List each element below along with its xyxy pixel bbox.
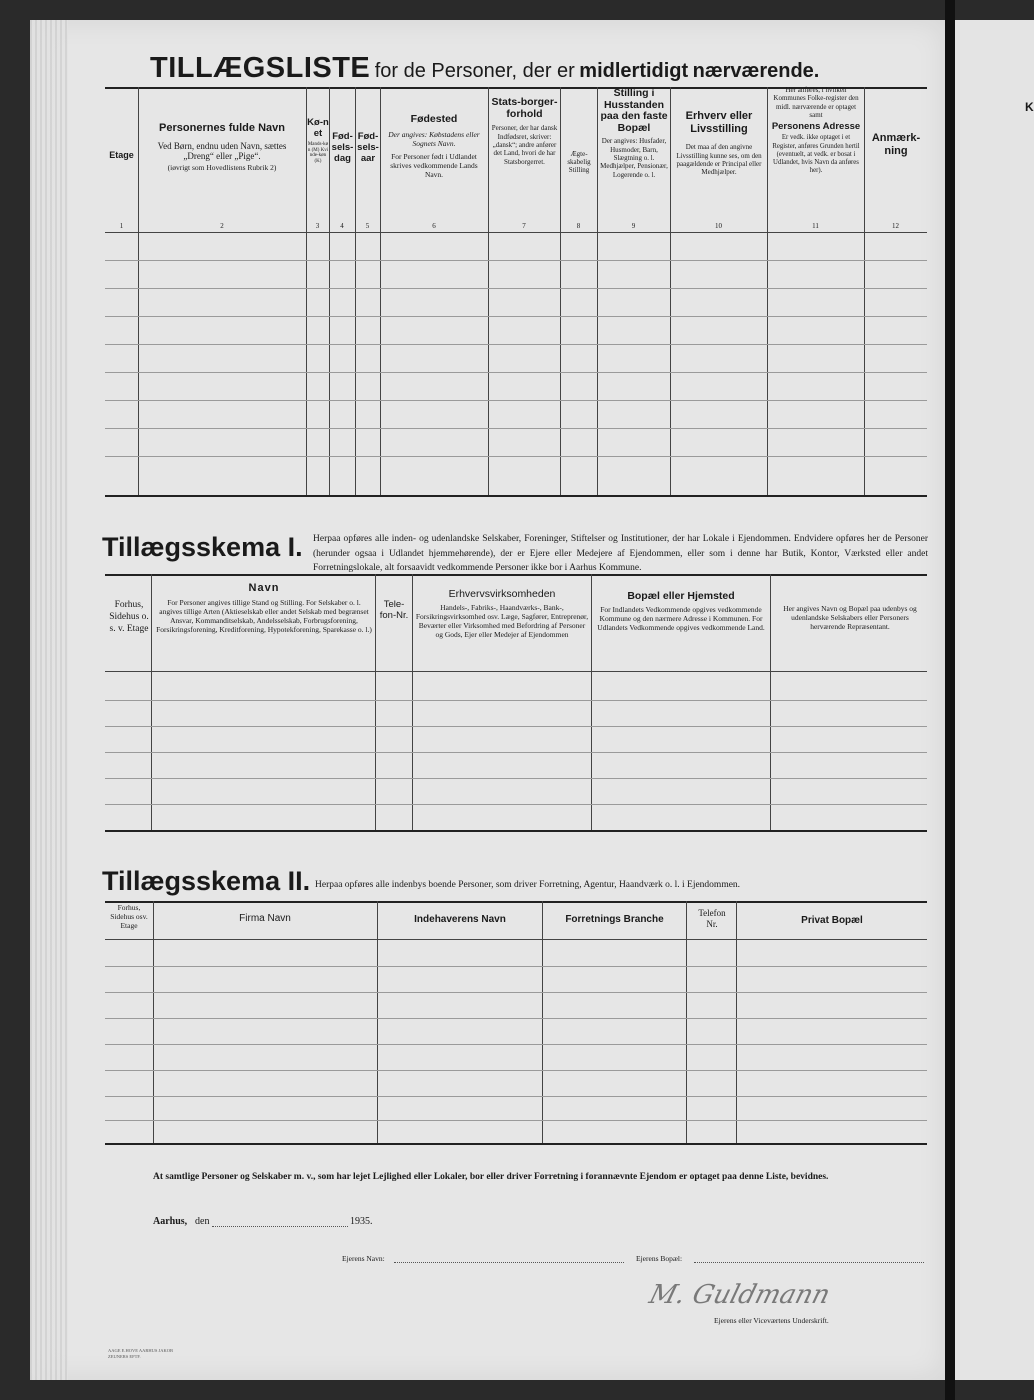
col-number: 7 [522, 222, 526, 230]
col-number: 10 [715, 222, 722, 230]
skema2-header-border [105, 939, 927, 940]
skema1-col-erhverv: Erhvervsvirksomheden [448, 588, 556, 600]
col-erhverv-label: Erhverv eller Livsstilling [685, 110, 753, 135]
col-fodested-label: Fødested [410, 113, 458, 125]
col-navn-note: Ved Børn, endnu uden Navn, sættes „Dreng“ eller „Pige“. [157, 140, 287, 161]
main-title-pre: for de Personer, der er [374, 60, 575, 82]
col-number: 1 [119, 222, 124, 230]
col-aegteskab-label: Ægte-skabelig Stilling [567, 150, 591, 175]
main-table-bottom-border [105, 495, 927, 497]
skema2-col-firma: Firma Navn [239, 913, 291, 924]
skema1-col-bopael: Bopæl eller Hjemsted [627, 590, 735, 602]
footer-declaration: At samtlige Personer og Selskaber m. v., som har lejet Lejlighed eller Lokaler, bor eller driver Forretning i forannævnte Ejendom er optaget paa denne Liste, bevidnes. [153, 1172, 829, 1182]
skema2-row-rule [105, 1070, 927, 1071]
skema1-bottom-border [105, 830, 927, 832]
skema1-row-rule [105, 752, 927, 753]
binding-fold [945, 0, 955, 1400]
main-col-divider [670, 87, 671, 495]
skema1-header-border [105, 671, 927, 672]
col-number: 3 [315, 222, 320, 230]
skema1-row-rule [105, 726, 927, 727]
col-number: 4 [340, 222, 344, 230]
skema2-title: Tillægsskema II. [102, 866, 311, 896]
col-fodested-note: Der angives: Købstadens eller Sognets Navn. [388, 130, 480, 149]
main-col-divider [488, 87, 489, 495]
col-fodselsdag-label: Fød-sels-dag [331, 131, 354, 164]
skema1-row-rule [105, 700, 927, 701]
skema1-col-navn-header [155, 582, 373, 634]
skema1-col-navn: Navn [248, 582, 280, 594]
col-navn-label: Personernes fulde Navn [159, 122, 285, 134]
col-fodselsaar-label: Fød-sels-aar [357, 131, 379, 164]
col-stilling-label: Stilling i Husstanden paa den faste Bopæl [600, 87, 668, 134]
skema1-row-rule [105, 804, 927, 805]
main-title [150, 52, 819, 85]
col-anmaerkning-label: Anmærk-ning [871, 132, 921, 157]
skema2-row-rule [105, 992, 927, 993]
col-statsborger-header [490, 96, 559, 166]
main-table-header-border [105, 232, 927, 233]
col-etage-label: Etage [109, 150, 134, 160]
skema1-col-erhverv-header [415, 588, 589, 639]
facing-page-letter: K [1025, 100, 1034, 114]
main-row-rule [105, 400, 927, 401]
col-statsborger-label: Stats-borger-forhold [491, 96, 558, 121]
form-page [30, 20, 945, 1380]
col-adresse-label: Personens Adresse [771, 120, 861, 132]
col-number: 11 [812, 222, 819, 230]
skema1-col-divider [412, 574, 413, 830]
footer-den: den [195, 1216, 210, 1227]
col-number: 6 [432, 222, 436, 230]
col-erhverv-note: Det maa af den angivne Livsstilling kunne ses, om den paagældende er Principal eller Medhjælper. [676, 143, 762, 177]
col-navn-header [142, 122, 302, 173]
ejer-navn-label: Ejerens Navn: [342, 1254, 385, 1263]
main-row-rule [105, 316, 927, 317]
skema1-col-divider [591, 574, 592, 830]
col-adresse-note: Er vedk. ikke optaget i et Register, anføres Grunden hertil (eventuelt, at vedk. er bosat i Udlandet, hvis Navn da anføres her). [772, 134, 860, 175]
skema2-col-telefon: Telefon Nr. [698, 908, 726, 930]
skema1-top-border [105, 574, 927, 576]
skema2-col-branche: Forretnings Branche [565, 914, 664, 925]
page-stack-edge [30, 20, 68, 1380]
col-kon-note: Mands-køn (M) Kvinde-køn (K) [307, 141, 329, 165]
skema1-title: Tillægsskema I. [102, 532, 303, 562]
main-col-divider [560, 87, 561, 495]
main-row-rule [105, 260, 927, 261]
skema2-col-indehaver: Indehaverens Navn [414, 914, 506, 925]
main-col-divider [138, 87, 139, 495]
skema2-bottom-border [105, 1143, 927, 1145]
col-number: 5 [365, 222, 370, 230]
skema2-row-rule [105, 1018, 927, 1019]
skema2-col-privat-bopael: Privat Bopæl [801, 915, 863, 926]
skema1-col-erhverv-note: Handels-, Fabriks-, Haandværks-, Bank-, Forsikringsvirksomhed osv. Læge, Sagfører, Entreprenør, Beværter eller Virksomhed med Befordring af Personer og Gods, Ejer eller Medejer af Ejendommen [415, 603, 589, 640]
skema1-col-divider [770, 574, 771, 830]
col-number: 9 [631, 222, 636, 230]
skema2-col-divider [686, 901, 687, 1143]
skema2-intro: Herpaa opføres alle indenbys boende Personer, som driver Forretning, Agentur, Haandværk o. l. i Ejendommen. [315, 880, 741, 890]
footer-place: Aarhus, [153, 1216, 188, 1227]
skema2-col-etage: Forhus, Sidehus osv. Etage [110, 903, 148, 930]
skema1-row-rule [105, 778, 927, 779]
footer-year: 1935. [350, 1216, 373, 1227]
skema1-col-navn-note: For Personer angives tillige Stand og Stilling. For Selskaber o. l. angives tillige Arten (Aktieselskab eller andet Selskab med begrænset Ansvar, Kommanditselskab, Andelsselskab, Forbrugsforening, Forsikringsforening, Kreditforening, Hypotekforening, Sparekasse o. l.) [156, 597, 372, 634]
main-col-divider [380, 87, 381, 495]
printer-imprint: AAGE E.HOVE AARHUS JAKOB ZEUNERS EFTF. [108, 1348, 174, 1359]
main-row-rule [105, 344, 927, 345]
skema2-col-divider [542, 901, 543, 1143]
facing-page [955, 20, 1034, 1380]
main-row-rule [105, 288, 927, 289]
col-erhverv-header [672, 110, 766, 177]
skema2-col-divider [736, 901, 737, 1143]
skema1-col-bopael-header [594, 590, 768, 632]
skema2-row-rule [105, 1096, 927, 1097]
col-kon-header [307, 118, 329, 165]
skema1-col-telefon: Tele-fon-Nr. [379, 599, 409, 621]
underskrift-label: Ejerens eller Viceværtens Underskrift. [714, 1316, 829, 1325]
skema2-row-rule [105, 966, 927, 967]
skema2-row-rule [105, 1044, 927, 1045]
skema1-col-divider [151, 574, 152, 830]
main-col-divider [767, 87, 768, 495]
skema1-col-bopael-note: For Indlandets Vedkommende opgives vedkommende Kommune og den nærmere Adresse i Kommunen. For Udlandets Vedkommende opgives vedkommende Land. [597, 605, 765, 633]
main-row-rule [105, 456, 927, 457]
skema1-col-etage: Forhus, Sidehus o. s. v. Etage [109, 600, 149, 634]
main-row-rule [105, 372, 927, 373]
skema1-intro: Herpaa opføres alle inden- og udenlandske Selskaber, Foreninger, Stiftelser og Institutioner, der har Lokale i Ejendommen. Endvidere opføres her de Personer (herunder ogsaa i Udlandet hjemmehørende), der er Ejere eller Medejere af Ejendommen, eller som i denne har Butik, Kontor, Værksted eller andet Forretningslokale, alt forsaavidt vedkommende Personer ikke bor i Aarhus Kommune. [313, 534, 928, 574]
col-fodested-header [383, 113, 485, 179]
skema2-col-divider [153, 901, 154, 1143]
col-kon-label: Kø-net [307, 117, 329, 139]
col-number: 2 [220, 222, 224, 230]
ejer-bopael-field[interactable] [694, 1262, 924, 1263]
ejer-navn-field[interactable] [394, 1262, 624, 1263]
col-navn-note2: (iøvrigt som Hovedlistens Rubrik 2) [167, 163, 277, 173]
col-number: 12 [892, 222, 899, 230]
main-title-bold: midlertidigt [579, 60, 689, 82]
main-title-big: TILLÆGSLISTE [150, 52, 371, 84]
col-stilling-note: Der angives: Husfader, Husmoder, Barn, Slægtning o. l. Medhjælper, Pensionær, Logerende o. l. [600, 137, 668, 179]
skema2-col-divider [377, 901, 378, 1143]
main-col-divider [864, 87, 865, 495]
skema2-row-rule [105, 1120, 927, 1121]
col-adresse-header [769, 86, 863, 175]
main-col-divider [597, 87, 598, 495]
col-stilling-header [599, 88, 669, 179]
main-title-post: nærværende. [692, 60, 820, 82]
date-field[interactable] [212, 1226, 348, 1227]
skema1-col-repraesentant: Her angives Navn og Bopæl paa udenbys og udenlandske Selskabers eller Personers herværende Repræsentant. [783, 604, 917, 631]
handwritten-signature: M. Guldmann [645, 1280, 834, 1310]
main-row-rule [105, 428, 927, 429]
skema2-top-border [105, 901, 927, 903]
col-fodested-note2: For Personer født i Udlandet skrives vedkommende Lands Navn. [390, 152, 478, 180]
col-adresse-pre: Her anføres, i hvilken Kommunes Folke-register den midl. nærværende er optaget samt [773, 86, 859, 120]
ejer-bopael-label: Ejerens Bopæl: [636, 1254, 683, 1263]
col-number: 8 [576, 222, 581, 230]
col-statsborger-note: Personer, der har dansk Indfødsret, skriver: „dansk“; andre anfører det Land, hvori de har Statsborgerret. [491, 124, 558, 166]
